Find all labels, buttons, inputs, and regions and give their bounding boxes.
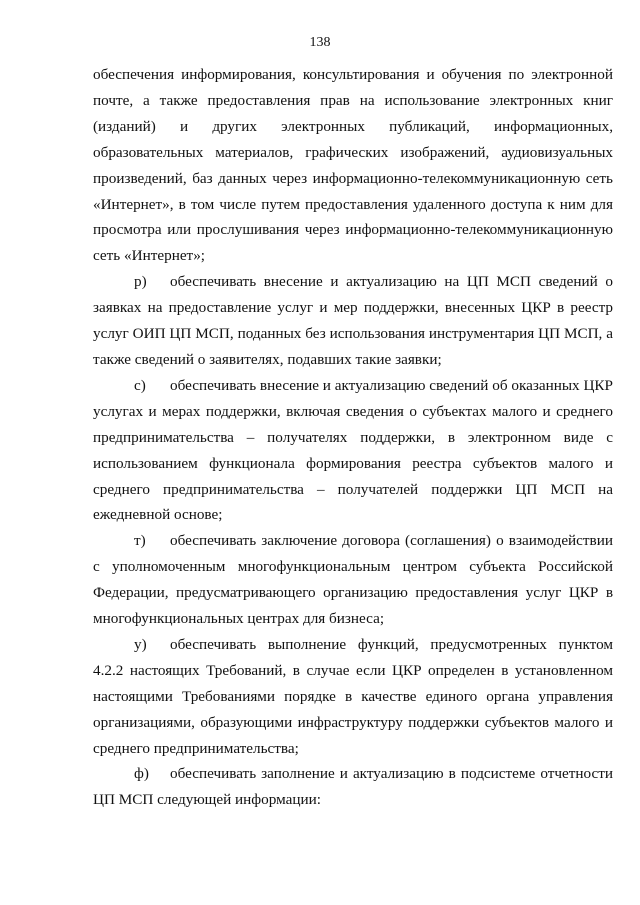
paragraph-text: обеспечения информирования, консультирования и обучения по электронной почте, а также предоставления прав на использование электронных книг (изданий) и других электронных публикаций, информационных, образовательных материалов, графических изображений, аудиовизуальных произведений, баз данных через информационно-телекоммуникационную сеть «Интернет», в том числе путем предоставления удаленного доступа к ним для просмотра или прослушивания через информационно-телекоммуникационную сеть «Интернет»; (93, 66, 613, 265)
paragraph-text: обеспечивать внесение и актуализацию на ЦП МСП сведений о заявках на предоставление услуг и мер поддержки, внесенных ЦКР в реестр услуг ОИП ЦП МСП, поданных без использования инструментария ЦП МСП, а также сведений о заявителях, подавших такие заявки; (93, 273, 613, 368)
list-marker: т) (134, 532, 146, 550)
paragraph-continuation (93, 62, 613, 269)
paragraph-text: обеспечивать заключение договора (соглашения) о взаимодействии с уполномоченным многофункциональным центром субъекта Российской Федерации, предусматривающего организацию предоставления услуг ЦКР в многофункциональных центрах для бизнеса; (93, 532, 613, 628)
list-marker: с) (134, 376, 146, 394)
list-marker: р) (134, 273, 147, 291)
list-item-t (93, 528, 613, 632)
list-item-r (93, 269, 613, 373)
page-number: 138 (309, 35, 331, 50)
list-item-s (93, 373, 613, 528)
list-item-f (93, 761, 613, 813)
list-item-u (93, 632, 613, 762)
paragraph-text: обеспечивать внесение и актуализацию сведений об оказанных ЦКР услугах и мерах поддержки, включая сведения о субъектах малого и среднего предпринимательства – получателях поддержки, в электронном виде с использованием функционала формирования реестра субъектов малого и среднего предпринимательства – получателей поддержки ЦП МСП на ежедневной основе; (93, 376, 613, 524)
document-body (93, 62, 613, 813)
paragraph-text: обеспечивать выполнение функций, предусмотренных пунктом 4.2.2 настоящих Требований, в случае если ЦКР определен в установленном настоящими Требованиями порядке в качестве единого органа управления организациями, образующими инфраструктуру поддержки субъектов малого и среднего предпринимательства; (93, 635, 613, 757)
list-marker: ф) (134, 765, 149, 783)
paragraph-text: обеспечивать заполнение и актуализацию в подсистеме отчетности ЦП МСП следующей информации: (93, 765, 613, 809)
list-marker: у) (134, 635, 147, 653)
